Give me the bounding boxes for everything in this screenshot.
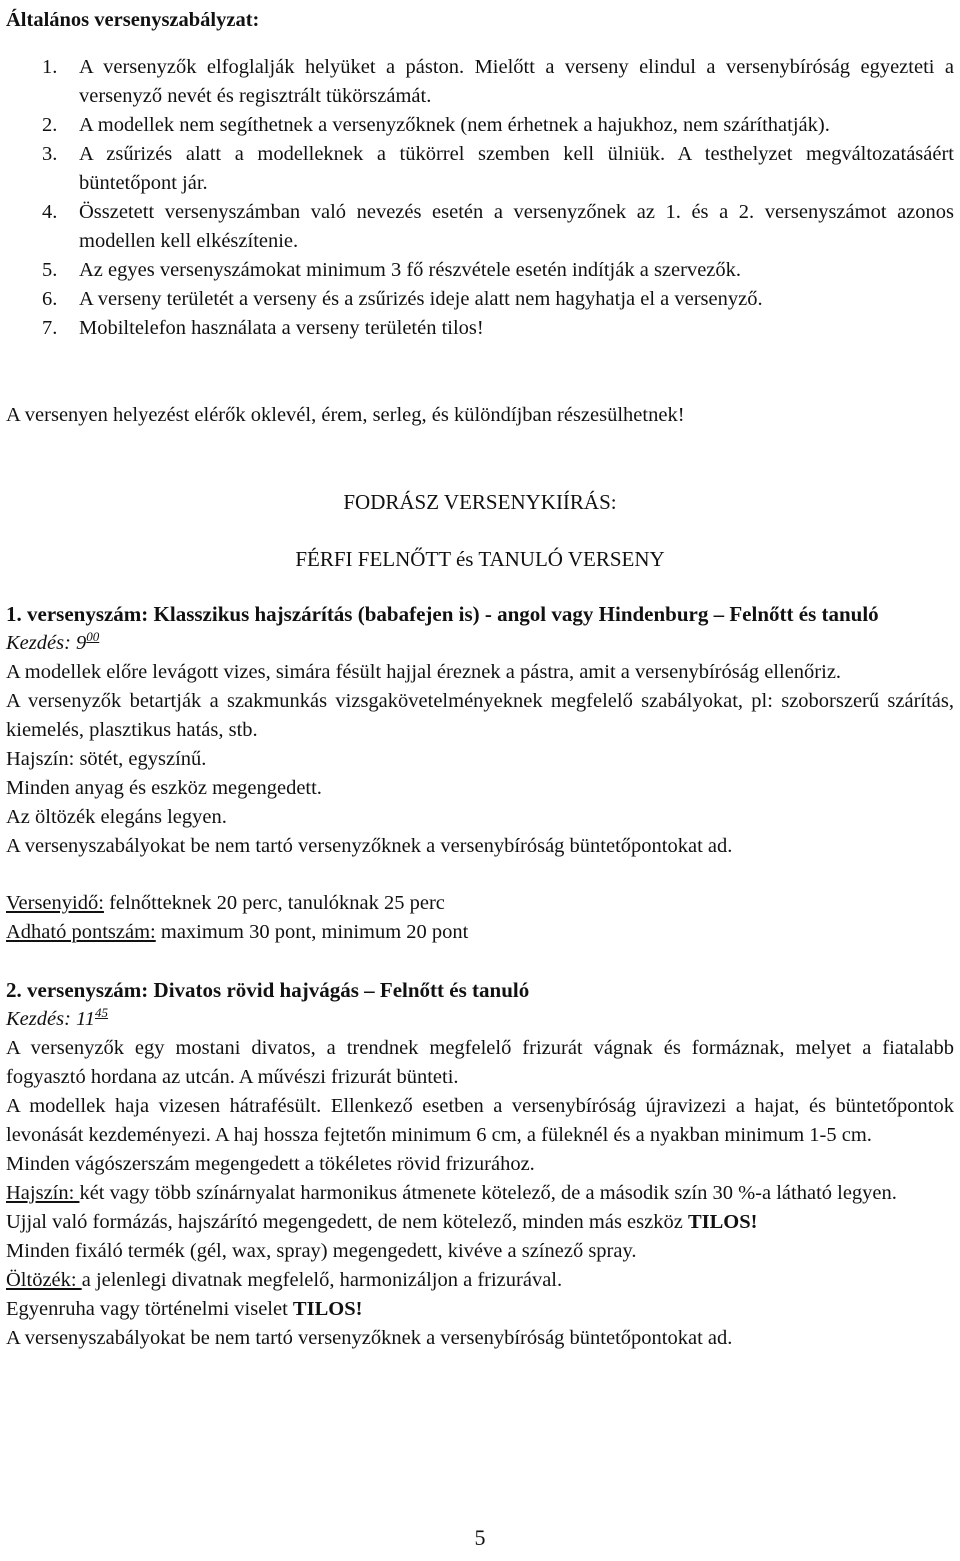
rule-number: 7. <box>42 317 58 339</box>
paragraph-text: Egyenruha vagy történelmi viselet <box>6 1298 293 1320</box>
event-1-paragraph: A versenyszabályokat be nem tartó versenyzőknek a versenybíróság büntetőpontokat ad. <box>6 835 733 857</box>
event-1-section <box>6 600 954 947</box>
forbidden-label: TILOS! <box>292 1298 363 1320</box>
event-2-dress <box>6 1266 954 1295</box>
event-2-start-time <box>6 1005 954 1034</box>
rule-text: A zsűrizés alatt a modelleknek a tükörrel szemben kell ülniük. A testhelyzet megváltozatásáért büntetőpont jár. <box>79 143 954 194</box>
event-2-paragraph: Minden vágószerszám megengedett a tökéletes rövid frizurához. <box>6 1153 535 1175</box>
event-1-paragraph: A versenyzők betartják a szakmunkás vizsgakövetelményeknek megfelelő szabályokat, pl: szoborszerű szárítás, kiemelés, plasztikus hatás, stb. <box>6 690 954 741</box>
forbidden-label: TILOS! <box>687 1211 758 1233</box>
duration-value: felnőtteknek 20 perc, tanulóknak 25 perc <box>103 892 445 914</box>
duration-label: Versenyidő: <box>6 892 104 914</box>
event-2-paragraph: A versenyzők egy mostani divatos, a trendnek megfelelő frizurát vágnak és formáznak, melyet a fiatalabb fogyasztó hordana az utcán. A művészi frizurát bünteti. <box>6 1037 954 1088</box>
event-2-title: 2. versenyszám: Divatos rövid hajvágás – Felnőtt és tanuló <box>6 978 530 1002</box>
rule-number: 6. <box>42 288 58 310</box>
start-minutes: 00 <box>86 629 100 644</box>
event-2-hair-color <box>6 1179 954 1208</box>
rules-list <box>6 53 954 343</box>
event-1-paragraph: A modellek előre levágott vizes, simára fésült hajjal éreznek a pástra, amit a versenybíróság ellenőriz. <box>6 661 842 683</box>
page-number: 5 <box>474 1525 486 1550</box>
award-note: A versenyen helyezést elérők oklevél, érem, serleg, és különdíjban részesülhetnek! <box>6 404 685 426</box>
rule-number: 2. <box>42 114 58 136</box>
rule-text: A versenyzők elfoglalják helyüket a páston. Mielőtt a verseny elindul a versenybíróság egyezteti a versenyző nevét és regisztrált tükörszámát. <box>79 56 954 107</box>
event-1-paragraph: Hajszín: sötét, egyszínű. <box>6 748 207 770</box>
general-rules-heading: Általános versenyszabályzat: <box>6 9 260 31</box>
points-value: maximum 30 pont, minimum 20 pont <box>155 921 469 943</box>
rule-item <box>6 111 954 140</box>
page-subtitle: FÉRFI FELNŐTT és TANULÓ VERSENY <box>295 547 665 571</box>
rule-number: 1. <box>42 56 58 78</box>
rule-item <box>6 314 954 343</box>
dress-value: a jelenlegi divatnak megfelelő, harmonizáljon a frizurával. <box>81 1269 563 1291</box>
dress-label: Öltözék: <box>6 1269 82 1291</box>
event-2-paragraph <box>6 1208 954 1237</box>
rule-item <box>6 140 954 198</box>
start-minutes: 45 <box>95 1005 109 1020</box>
document-page <box>6 0 954 1353</box>
event-1-paragraph: Az öltözék elegáns legyen. <box>6 806 227 828</box>
start-label: Kezdés: 9 <box>6 632 87 654</box>
event-2-section <box>6 976 954 1353</box>
event-2-paragraph: Minden fixáló termék (gél, wax, spray) megengedett, kivéve a színező spray. <box>6 1240 637 1262</box>
event-1-paragraph: Minden anyag és eszköz megengedett. <box>6 777 322 799</box>
rule-item <box>6 198 954 256</box>
points-label: Adható pontszám: <box>6 921 156 943</box>
page-title: FODRÁSZ VERSENYKIÍRÁS: <box>343 490 617 514</box>
rule-number: 5. <box>42 259 58 281</box>
event-1-points <box>6 918 954 947</box>
paragraph-text: Ujjal való formázás, hajszárító megengedett, de nem kötelező, minden más eszköz <box>6 1211 688 1233</box>
event-1-start-time <box>6 629 954 658</box>
rule-item <box>6 53 954 111</box>
rule-number: 3. <box>42 143 58 165</box>
rule-text: Az egyes versenyszámokat minimum 3 fő részvétele esetén indítják a szervezők. <box>79 259 742 281</box>
rule-item <box>6 256 954 285</box>
event-2-paragraph <box>6 1295 954 1324</box>
event-2-paragraph: A modellek haja vizesen hátrafésült. Ellenkező esetben a versenybíróság újravizezi a hajat, és büntetőpontok levonását kezdeményezi. A haj hossza fejtetőn minimum 6 cm, a füleknél és a nyakban minimum 1-5 cm. <box>6 1095 954 1146</box>
rule-text: A modellek nem segíthetnek a versenyzőknek (nem érhetnek a hajukhoz, nem száríthatják). <box>79 114 830 136</box>
event-1-title: 1. versenyszám: Klasszikus hajszárítás (babafejen is) - angol vagy Hindenburg – Felnőtt és tanuló <box>6 602 879 626</box>
rule-text: A verseny területét a verseny és a zsűrizés ideje alatt nem hagyhatja el a versenyző. <box>79 288 763 310</box>
rule-text: Mobiltelefon használata a verseny területén tilos! <box>79 317 484 339</box>
start-label: Kezdés: 11 <box>6 1008 96 1030</box>
hair-color-value: két vagy több színárnyalat harmonikus átmenete kötelező, de a második szín 30 %-a látható legyen. <box>79 1182 897 1204</box>
event-1-duration <box>6 889 954 918</box>
event-2-paragraph: A versenyszabályokat be nem tartó versenyzőknek a versenybíróság büntetőpontokat ad. <box>6 1327 733 1349</box>
rule-text: Összetett versenyszámban való nevezés esetén a versenyzőnek az 1. és a 2. versenyszámot azonos modellen kell elkészítenie. <box>79 201 954 252</box>
rule-item <box>6 285 954 314</box>
hair-color-label: Hajszín: <box>6 1182 80 1204</box>
rule-number: 4. <box>42 201 58 223</box>
